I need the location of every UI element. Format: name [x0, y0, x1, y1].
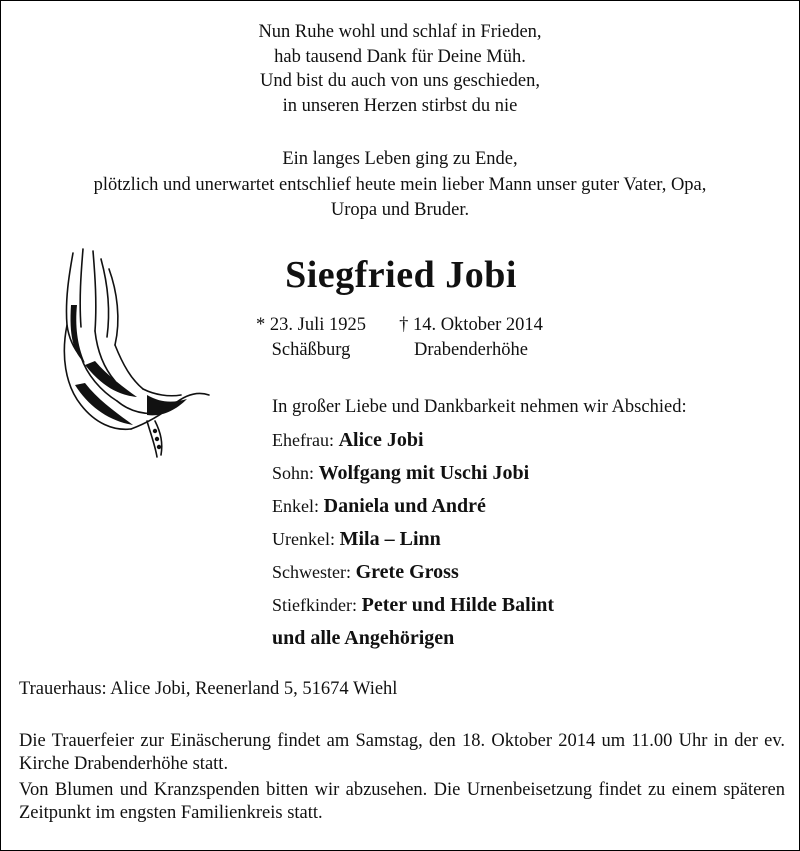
death-place: Drabenderhöhe — [413, 340, 529, 360]
poem-line: in unseren Herzen stirbst du nie — [282, 95, 518, 116]
birth-place: Schäßburg — [271, 340, 351, 360]
member-names: Mila – Linn — [339, 528, 441, 550]
relation-label: Urenkel: — [272, 529, 335, 549]
notice-paragraph: Die Trauerfeier zur Einäscherung findet am Samstag, den 18. Oktober 2014 um 11.00 Uhr in der ev. Kirche Drabenderhöhe statt. — [19, 731, 785, 774]
relation-label: Stiefkinder: — [272, 595, 357, 615]
funeral-notice — [19, 730, 785, 824]
poem — [1, 20, 799, 118]
death-date: † 14. Oktober 2014 — [399, 315, 543, 335]
relation-label: Sohn: — [272, 463, 315, 483]
deceased-name: Siegfried Jobi — [285, 254, 517, 296]
relation-label: Schwester: — [272, 562, 351, 582]
family-member — [272, 458, 687, 491]
intro-line: Ein langes Leben ging zu Ende, — [282, 149, 518, 169]
member-names: Grete Gross — [355, 561, 459, 583]
family-member — [272, 425, 687, 458]
family-member — [272, 491, 687, 524]
praying-hands-icon — [51, 245, 216, 460]
family-member — [272, 557, 687, 590]
member-names: Peter und Hilde Balint — [361, 594, 555, 616]
trauerhaus-address: Trauerhaus: Alice Jobi, Reenerland 5, 51674 Wiehl — [19, 679, 398, 699]
intro-line: plötzlich und unerwartet entschlief heute mein lieber Mann unser guter Vater, Opa, — [93, 174, 707, 195]
member-names: Alice Jobi — [338, 429, 424, 451]
intro-line: Uropa und Bruder. — [330, 200, 470, 220]
family-closing — [272, 623, 687, 656]
poem-line: hab tausend Dank für Deine Müh. — [274, 46, 526, 67]
closing-text: und alle Angehörigen — [272, 627, 455, 649]
notice-paragraph: Von Blumen und Kranzspenden bitten wir abzusehen. Die Urnenbeisetzung findet zu einem späteren Zeitpunkt im engsten Familienkreis statt. — [19, 780, 785, 823]
relation-label: Enkel: — [272, 496, 319, 516]
member-names: Wolfgang mit Uschi Jobi — [318, 462, 530, 484]
family-list — [272, 392, 687, 656]
relation-label: Ehefrau: — [272, 430, 334, 450]
poem-line: Und bist du auch von uns geschieden, — [259, 71, 541, 91]
intro-text — [1, 147, 799, 224]
life-dates — [231, 313, 571, 363]
family-heading: In großer Liebe und Dankbarkeit nehmen wir Abschied: — [272, 397, 687, 417]
member-names: Daniela und André — [323, 495, 486, 517]
family-member — [272, 590, 687, 623]
poem-line: Nun Ruhe wohl und schlaf in Frieden, — [258, 22, 542, 42]
birth-date: * 23. Juli 1925 — [256, 315, 366, 335]
family-member — [272, 524, 687, 557]
